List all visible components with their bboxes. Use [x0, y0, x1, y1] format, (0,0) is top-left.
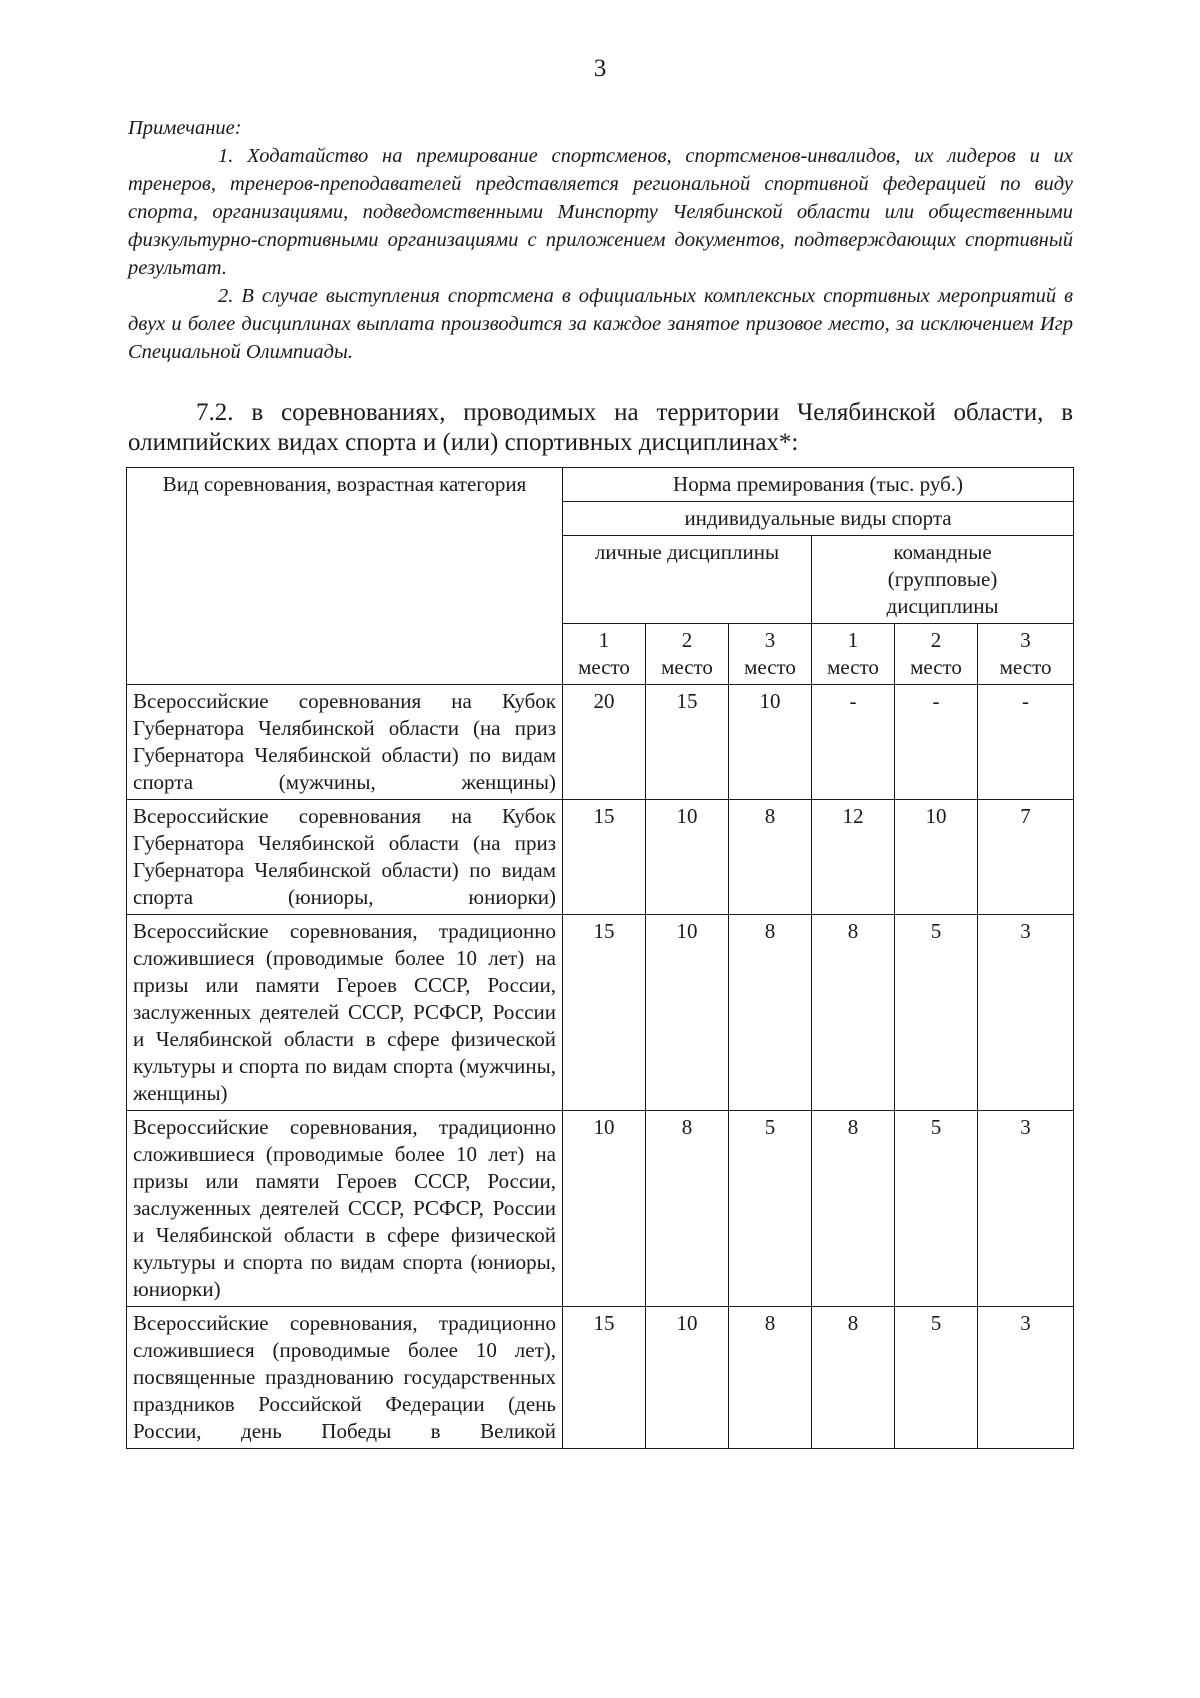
- table-row: [127, 800, 1074, 915]
- place-header: [646, 624, 729, 685]
- row-value: 8: [812, 1111, 895, 1307]
- place-word: место: [744, 655, 796, 679]
- table-row: [127, 685, 1074, 800]
- row-value: 8: [729, 915, 812, 1111]
- row-value: 8: [812, 915, 895, 1111]
- row-value: -: [895, 685, 978, 800]
- table-row: [127, 915, 1074, 1111]
- row-value: 10: [563, 1111, 646, 1307]
- row-value: 3: [978, 1111, 1074, 1307]
- row-value: 8: [729, 800, 812, 915]
- row-value: -: [978, 685, 1074, 800]
- place-number: 2: [930, 628, 942, 652]
- row-value: 15: [563, 800, 646, 915]
- note-title: Примечание:: [128, 117, 242, 139]
- row-value: 15: [563, 1307, 646, 1449]
- row-value: 8: [729, 1307, 812, 1449]
- page-number: 3: [593, 55, 607, 82]
- place-header: [978, 624, 1074, 685]
- row-value: 7: [978, 800, 1074, 915]
- row-value: 10: [729, 685, 812, 800]
- place-number: 2: [681, 628, 693, 652]
- header-category: Вид соревнования, возрастная категория: [127, 468, 563, 685]
- row-category: Всероссийские соревнования, традиционно сложившиеся (проводимые более 10 лет) на призы или памяти Героев СССР, России, заслуженных деятелей СССР, РСФСР, России и Челябинской области в сфере физической культуры и спорта по видам спорта (мужчины, женщины): [127, 915, 563, 1111]
- place-header: [563, 624, 646, 685]
- row-category: Всероссийские соревнования на Кубок Губернатора Челябинской области (на приз Губернатора Челябинской области) по видам спорта (мужчины, женщины): [127, 685, 563, 800]
- row-value: 20: [563, 685, 646, 800]
- header-individual-sports: индивидуальные виды спорта: [563, 502, 1074, 536]
- place-header: [729, 624, 812, 685]
- row-category: Всероссийские соревнования, традиционно сложившиеся (проводимые более 10 лет), посвященные празднованию государственных праздников Российской Федерации (день России, день Победы в Великой: [127, 1307, 563, 1449]
- place-word: место: [578, 655, 630, 679]
- awards-table: [126, 467, 1074, 1449]
- row-value: 15: [563, 915, 646, 1111]
- note-block: [128, 114, 1073, 366]
- place-number: 3: [764, 628, 776, 652]
- row-value: 5: [729, 1111, 812, 1307]
- place-word: место: [661, 655, 713, 679]
- row-value: 10: [646, 1307, 729, 1449]
- row-value: 8: [812, 1307, 895, 1449]
- row-value: 12: [812, 800, 895, 915]
- place-number: 1: [847, 628, 859, 652]
- header-team-disciplines: командные (групповые) дисциплины: [812, 536, 1074, 624]
- row-value: 10: [646, 915, 729, 1111]
- row-value: 15: [646, 685, 729, 800]
- header-norm: Норма премирования (тыс. руб.): [563, 468, 1074, 502]
- row-value: 3: [978, 1307, 1074, 1449]
- row-value: 10: [895, 800, 978, 915]
- place-number: 1: [598, 628, 610, 652]
- table-row: [127, 1111, 1074, 1307]
- place-word: место: [827, 655, 879, 679]
- section-heading-block: [128, 398, 1073, 458]
- note-item-1: 1. Ходатайство на премирование спортсменов, спортсменов-инвалидов, их лидеров и их тренеров, тренеров-преподавателей представляется региональной спортивной федерацией по виду спорта, организациями, подведомственными Минспорту Челябинской области или общественными физкультурно-спортивными организациями с приложением документов, подтверждающих спортивный результат.: [128, 145, 1073, 279]
- table-row: [127, 1307, 1074, 1449]
- row-value: 10: [646, 800, 729, 915]
- note-item-2: 2. В случае выступления спортсмена в официальных комплексных спортивных мероприятий в двух и более дисциплинах выплата производится за каждое занятое призовое место, за исключением Игр Специальной Олимпиады.: [128, 285, 1073, 363]
- place-header: [812, 624, 895, 685]
- header-row-1: [127, 468, 1074, 502]
- row-value: -: [812, 685, 895, 800]
- row-value: 5: [895, 1111, 978, 1307]
- row-category: Всероссийские соревнования, традиционно сложившиеся (проводимые более 10 лет) на призы или памяти Героев СССР, России, заслуженных деятелей СССР, РСФСР, России и Челябинской области в сфере физической культуры и спорта по видам спорта (юниоры, юниорки): [127, 1111, 563, 1307]
- place-header: [895, 624, 978, 685]
- header-personal-disciplines: личные дисциплины: [563, 536, 812, 624]
- section-heading: 7.2. в соревнованиях, проводимых на территории Челябинской области, в олимпийских видах спорта и (или) спортивных дисциплинах*:: [128, 399, 1073, 456]
- row-value: 5: [895, 1307, 978, 1449]
- row-category: Всероссийские соревнования на Кубок Губернатора Челябинской области (на приз Губернатора Челябинской области) по видам спорта (юниоры, юниорки): [127, 800, 563, 915]
- place-number: 3: [1020, 628, 1031, 652]
- place-word: место: [910, 655, 962, 679]
- row-value: 3: [978, 915, 1074, 1111]
- place-word: место: [999, 655, 1052, 679]
- row-value: 5: [895, 915, 978, 1111]
- row-value: 8: [646, 1111, 729, 1307]
